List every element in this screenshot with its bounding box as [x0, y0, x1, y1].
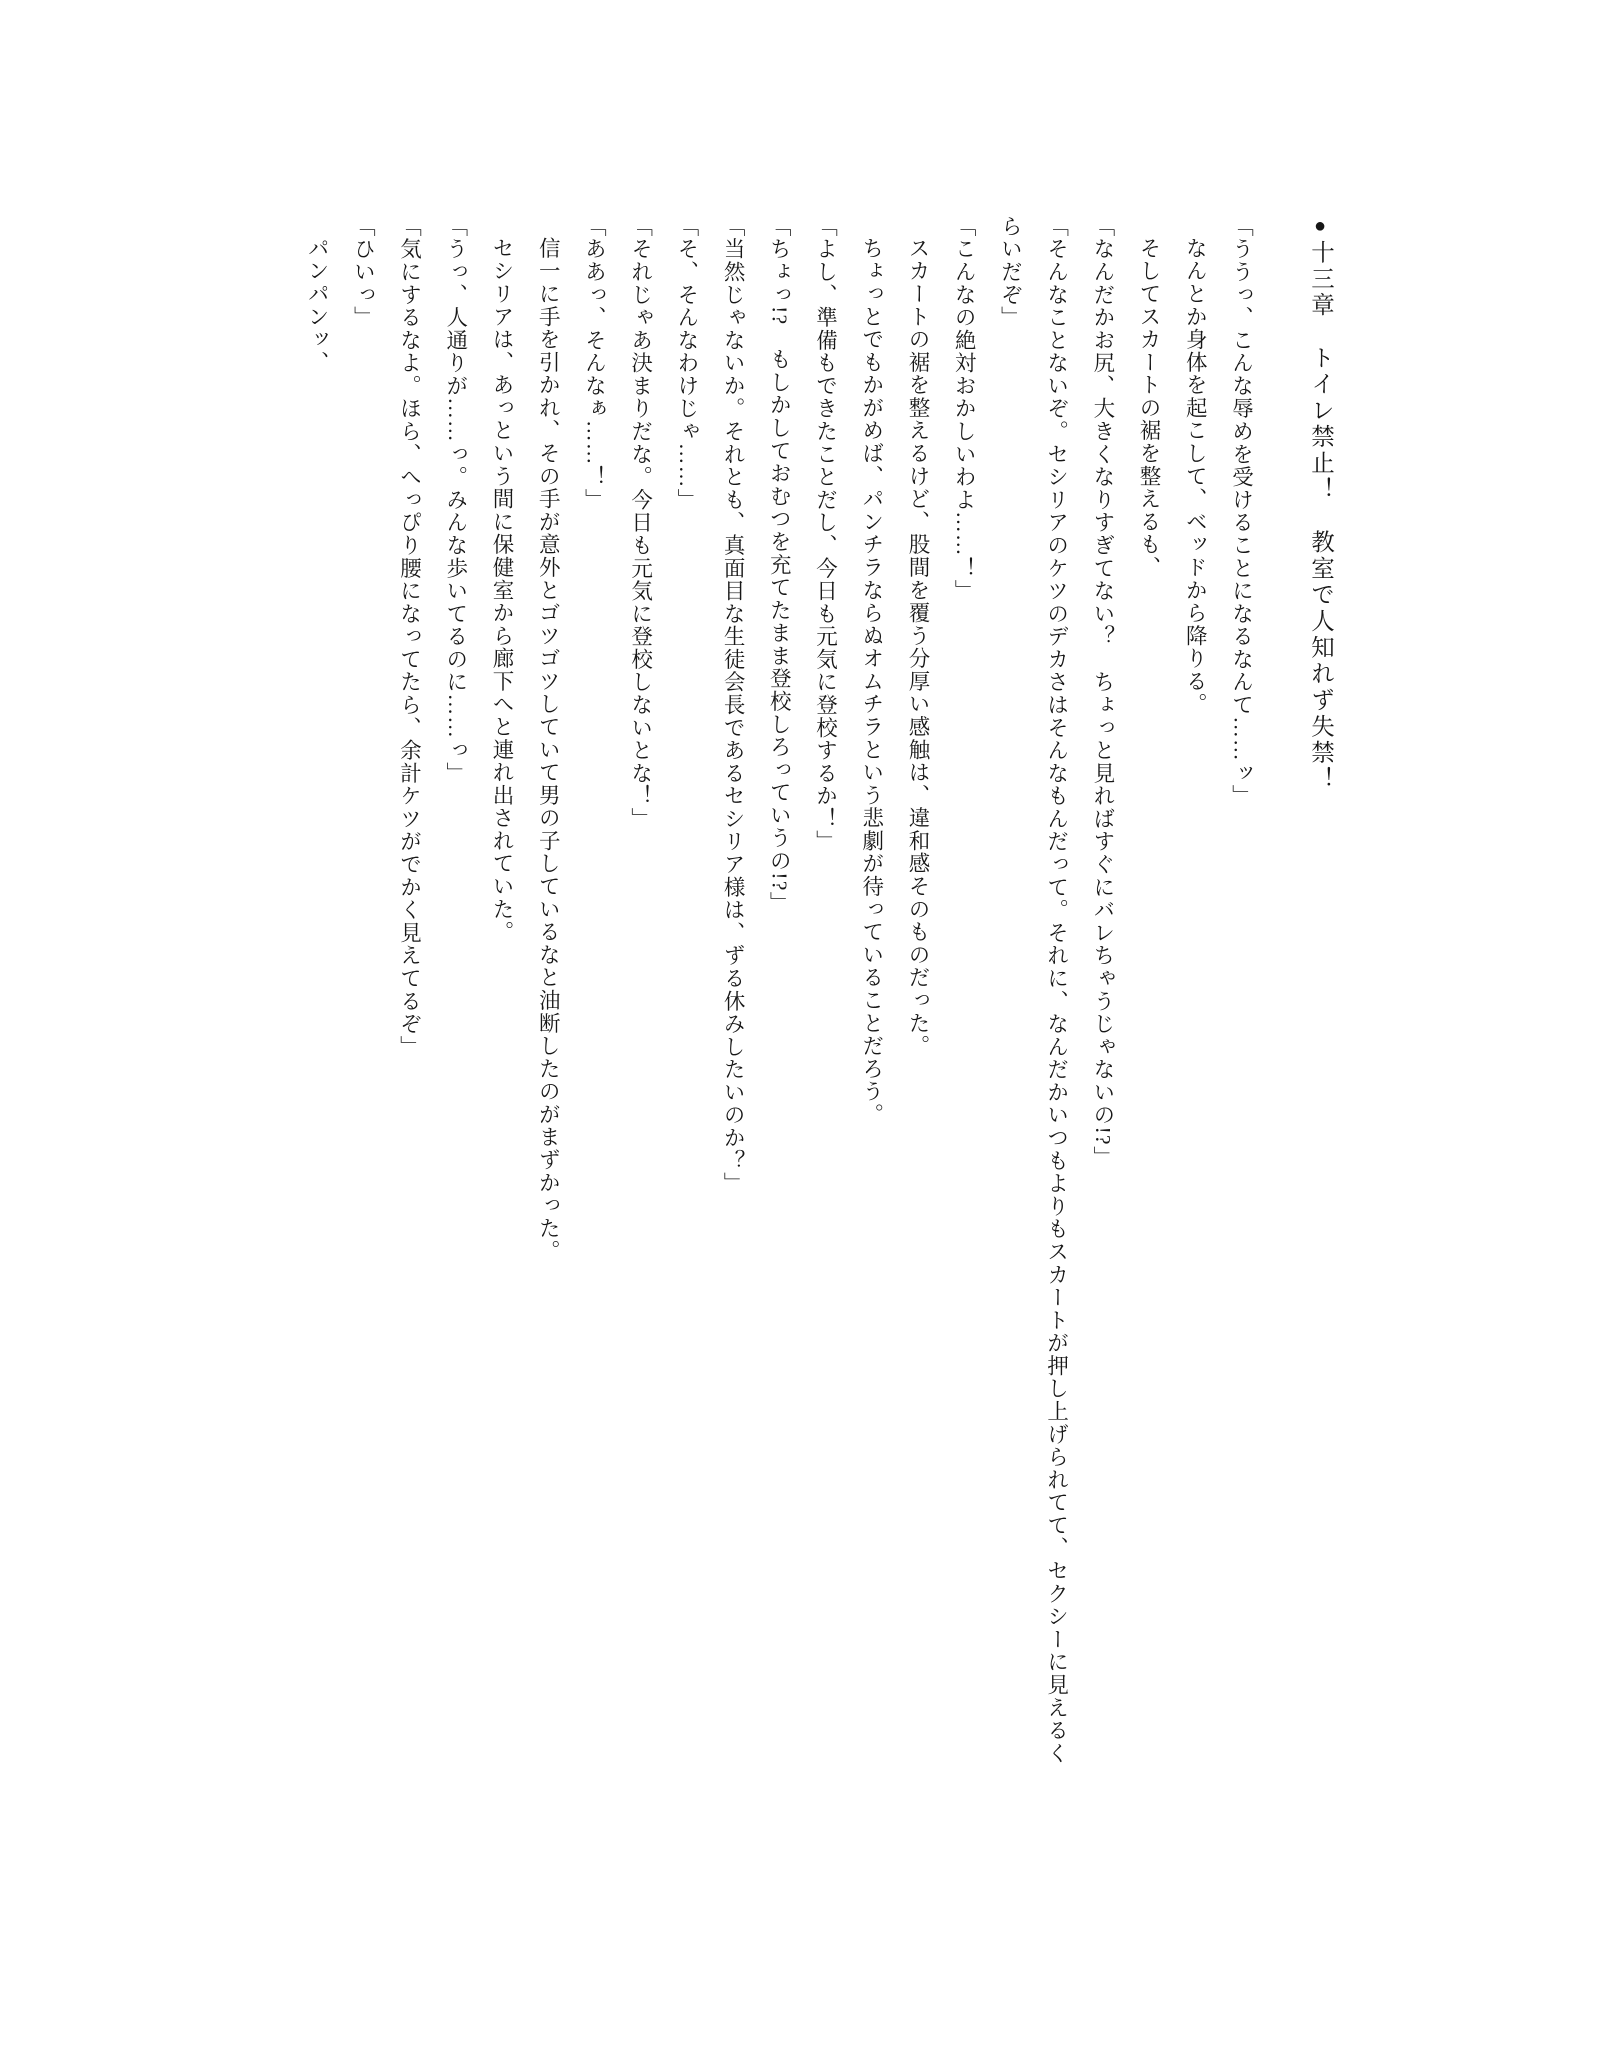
paragraph: 「なんだかお尻、大きくなりすぎてない？ ちょっと見ればすぐにバレちゃうじゃないの!?」 [1090, 215, 1115, 1169]
paragraph: 「気にするなよ。ほら、へっぴり腰になってたら、余計ケツがでかく見えてるぞ」 [397, 215, 422, 1059]
paragraph: セシリアは、あっという間に保健室から廊下へと連れ出されていた。 [489, 236, 514, 943]
chapter-title: 十三章 トイレ禁止！ 教室で人知れず失禁！ [1307, 239, 1333, 793]
paragraph: 「ひいっ」 [351, 215, 376, 329]
heading-spacer [1264, 215, 1294, 216]
paragraph: 「よし、準備もできたことだし、今日も元気に登校するか！」 [813, 215, 838, 854]
paragraph: 「そんなことないぞ。セシリアのケツのデカさはそんなもんだって。それに、なんだかいつもよりもスカートが押し上げられてて、セクシーに見えるくらいだぞ」 [998, 215, 1069, 1765]
paragraph: 「うっ、人通りが……っ。みんな歩いてるのに……っ」 [443, 215, 468, 785]
paragraph: 「ああっ、そんなぁ……！」 [582, 215, 607, 512]
paragraph: パンパンッ、 [305, 236, 330, 374]
paragraph: スカートの裾を整えるけど、股間を覆う分厚い感触は、違和感そのものだった。 [905, 236, 930, 1057]
paragraph: 「ううっ、こんな辱めを受けることになるなんて……ッ」 [1229, 215, 1254, 808]
paragraph: 「当然じゃないか。それとも、真面目な生徒会長であるセシリア様は、ずる休みしたいのか？」 [721, 215, 746, 1195]
paragraph: ちょっとでもかがめば、パンチラならぬオムチラという悲劇が待っていることだろう。 [859, 236, 884, 1126]
paragraph: 「ちょっ!? もしかしておむつを充てたまま登校しろっていうの!?」 [767, 215, 792, 915]
paragraph: 「こんなの絶対おかしいわよ……！」 [952, 215, 977, 603]
paragraph: 信一に手を引かれ、その手が意外とゴツゴツしていて男の子しているなと油断したのがまずかった。 [536, 236, 561, 1263]
paragraph: そしてスカートの裾を整えるも、 [1137, 236, 1162, 579]
paragraph: 「そ、そんなわけじゃ……」 [674, 215, 699, 512]
bullet-icon: ● [1309, 215, 1331, 240]
chapter-heading [1294, 215, 1345, 1775]
paragraph: 「それじゃあ決まりだな。今日も元気に登校しないとな！」 [628, 215, 653, 831]
vertical-text-body [255, 215, 1345, 1775]
paragraph: なんとか身体を起こして、ベッドから降りる。 [1183, 236, 1208, 716]
